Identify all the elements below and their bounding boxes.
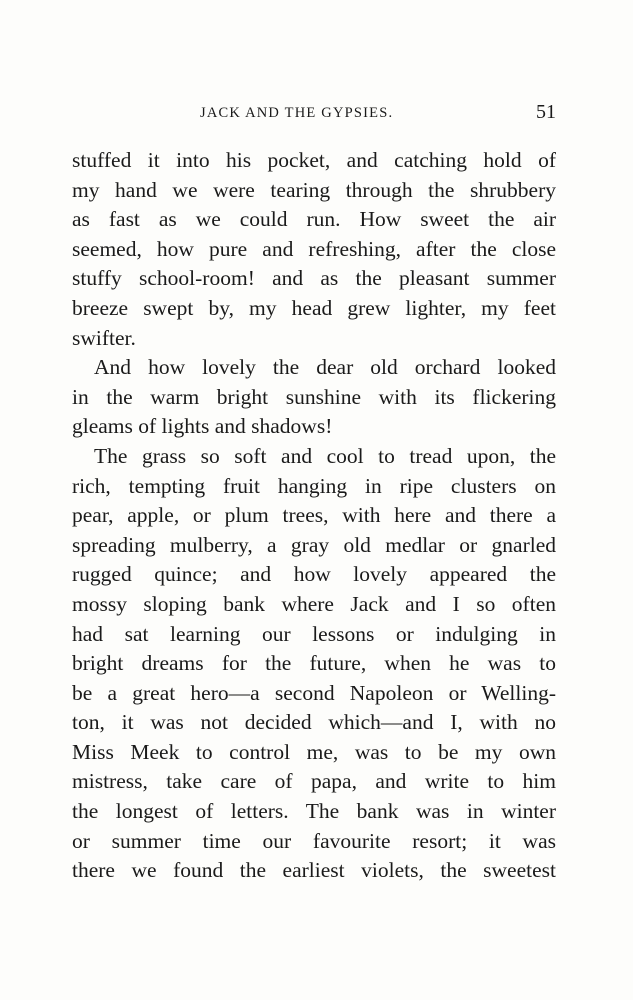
page-number: 51: [536, 101, 556, 123]
text-line: bright dreams for the future, when he was to: [72, 651, 556, 676]
text-line: breeze swept by, my head grew lighter, my feet: [72, 295, 556, 320]
running-title: JACK AND THE GYPSIES.: [200, 105, 394, 121]
text-line: mistress, take care of papa, and write to him: [72, 769, 556, 794]
text-line: my hand we were tearing through the shrubbery: [72, 177, 556, 202]
text-line: rugged quince; and how lovely appeared the: [72, 562, 556, 587]
text-line: seemed, how pure and refreshing, after the close: [72, 236, 556, 261]
text-line: gleams of lights and shadows!: [72, 414, 333, 439]
text-line: there we found the earliest violets, the sweetest: [72, 858, 556, 883]
text-line: swifter.: [72, 325, 136, 350]
text-line: stuffed it into his pocket, and catching hold of: [72, 148, 556, 172]
text-line: The grass so soft and cool to tread upon, the: [94, 443, 556, 468]
text-line: stuffy school-room! and as the pleasant summer: [72, 266, 556, 291]
text-line: or summer time our favourite resort; it was: [72, 828, 556, 853]
text-line: be a great hero—a second Napoleon or Welling-: [72, 680, 556, 705]
text-line: pear, apple, or plum trees, with here and there a: [72, 503, 556, 528]
text-line: the longest of letters. The bank was in winter: [72, 799, 556, 824]
text-line: rich, tempting fruit hanging in ripe clusters on: [72, 473, 556, 498]
text-line: And how lovely the dear old orchard looked: [94, 355, 556, 380]
text-line: had sat learning our lessons or indulging in: [72, 621, 556, 646]
text-line: ton, it was not decided which—and I, with no: [72, 710, 556, 735]
text-line: spreading mulberry, a gray old medlar or gnarled: [72, 532, 556, 557]
text-line: in the warm bright sunshine with its flickering: [72, 384, 556, 409]
text-line: mossy sloping bank where Jack and I so often: [72, 591, 556, 616]
running-head: [72, 103, 556, 129]
text-line: as fast as we could run. How sweet the air: [72, 207, 556, 232]
text-line: Miss Meek to control me, was to be my own: [72, 739, 556, 764]
body-text: [72, 146, 556, 886]
